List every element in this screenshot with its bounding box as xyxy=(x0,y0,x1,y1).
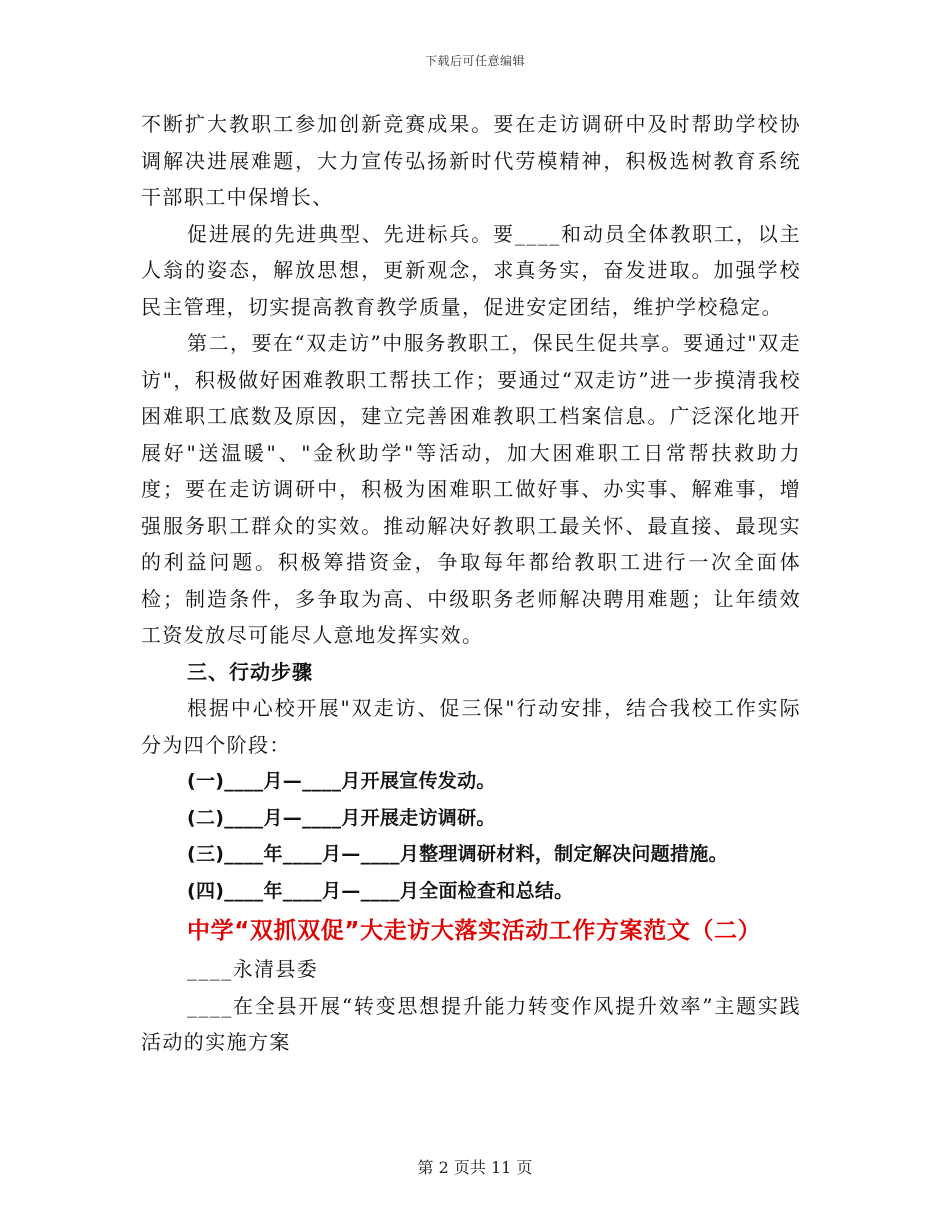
page-number: 第 2 页共 11 页 xyxy=(417,1158,533,1177)
step-item: (四)____年____月—____月全面检查和总结。 xyxy=(187,879,574,902)
header-note: 下载后可任意编辑 xyxy=(424,54,525,68)
paragraph: 第二，要在“双走访”中服务教职工，保民生促共享。要通过"双走访"，积极做好困难教职工帮扶工作；要通过“双走访”进一步摸清我校困难职工底数及原因，建立完善困难教职工档案信息。广泛深化地开展好"送温暖"、"金秋助学"等活动，加大困难职工日常帮扶救助力度；要在走访调研中，积极为困难职工做好事、办实事、解难事，增强服务职工群众的实效。推动解决好教职工最关怀、最直接、最现实的利益问题。积极筹措资金，争取每年都给教职工进行一次全面体检；制造条件，多争取为高、中级职务老师解决聘用难题；让年绩效工资发放尽可能尽人意地发挥实效。 xyxy=(141,331,801,647)
closing-line: ____在全县开展“转变思想提升能力转变作风提升效率”主题实践活动的实施方案 xyxy=(141,993,801,1054)
section-heading: 三、行动步骤 xyxy=(187,659,313,684)
section-intro: 根据中心校开展"双走访、促三保"行动安排，结合我校工作实际分为四个阶段： xyxy=(141,696,801,757)
paragraph-continuation: 不断扩大教职工参加创新竞赛成果。要在走访调研中及时帮助学校协调解决进展难题，大力宣传弘扬新时代劳模精神，积极选树教育系统干部职工中保增长、 xyxy=(141,112,801,209)
paragraph: 促进展的先进典型、先进标兵。要____和动员全体教职工，以主人翁的姿态，解放思想，更新观念，求真务实，奋发进取。加强学校民主管理，切实提高教育教学质量，促进安定团结，维护学校稳定。 xyxy=(141,221,801,319)
step-item: (三)____年____月—____月整理调研材料，制定解决问题措施。 xyxy=(187,843,728,865)
document-body xyxy=(141,106,801,1061)
step-item: (二)____月—____月开展走访调研。 xyxy=(187,806,496,829)
closing-line: ____永清县委 xyxy=(187,957,319,981)
document-title: 中学“双抓双促”大走访大落实活动工作方案范文（二） xyxy=(187,918,762,944)
step-item: (一)____月—____月开展宣传发动。 xyxy=(187,770,496,792)
